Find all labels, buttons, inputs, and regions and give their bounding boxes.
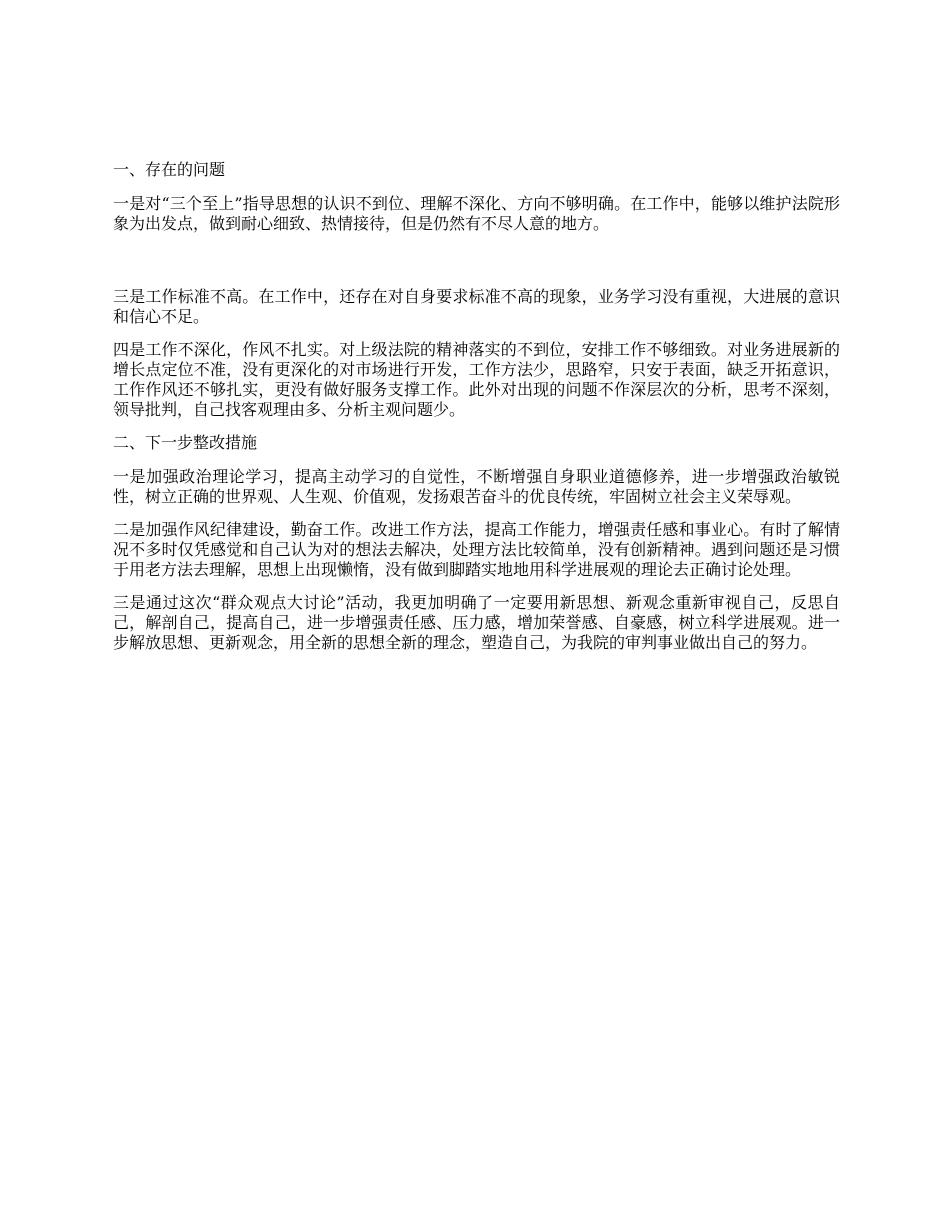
document-page bbox=[113, 160, 840, 666]
paragraph-measure-2: 二是加强作风纪律建设，勤奋工作。改进工作方法，提高工作能力，增强责任感和事业心。有时了解情况不多时仅凭感觉和自己认为对的想法去解决，处理方法比较简单，没有创新精神。遇到问题还是习惯于用老方法去理解，思想上出现懒惰，没有做到脚踏实地地用科学进展观的理论去正确讨论处理。 bbox=[113, 520, 840, 579]
paragraph-problem-3: 三是工作标准不高。在工作中，还存在对自身要求标准不高的现象，业务学习没有重视，大进展的意识和信心不足。 bbox=[113, 287, 840, 326]
paragraph-measure-3: 三是通过这次“群众观点大讨论”活动，我更加明确了一定要用新思想、新观念重新审视自己，反思自己，解剖自己，提高自己，进一步增强责任感、压力感，增加荣誉感、自豪感，树立科学进展观。进一步解放思想、更新观念，用全新的思想全新的理念，塑造自己，为我院的审判事业做出自己的努力。 bbox=[113, 593, 840, 652]
paragraph-measure-1: 一是加强政治理论学习，提高主动学习的自觉性，不断增强自身职业道德修养，进一步增强政治敏锐性，树立正确的世界观、人生观、价值观，发扬艰苦奋斗的优良传统，牢固树立社会主义荣辱观。 bbox=[113, 467, 840, 506]
section-heading-measures: 二、下一步整改措施 bbox=[113, 433, 258, 452]
paragraph-problem-1: 一是对“三个至上”指导思想的认识不到位、理解不深化、方向不够明确。在工作中，能够以维护法院形象为出发点，做到耐心细致、热情接待，但是仍然有不尽人意的地方。 bbox=[113, 194, 840, 233]
paragraph-problem-4: 四是工作不深化，作风不扎实。对上级法院的精神落实的不到位，安排工作不够细致。对业务进展新的增长点定位不准，没有更深化的对市场进行开发，工作方法少，思路窄，只安于表面，缺乏开拓意识，工作作风还不够扎实，更没有做好服务支撑工作。此外对出现的问题不作深层次的分析，思考不深刻，领导批判，自己找客观理由多、分析主观问题少。 bbox=[113, 340, 840, 419]
section-heading-problems: 一、存在的问题 bbox=[113, 160, 226, 179]
blank-gap bbox=[113, 247, 840, 287]
